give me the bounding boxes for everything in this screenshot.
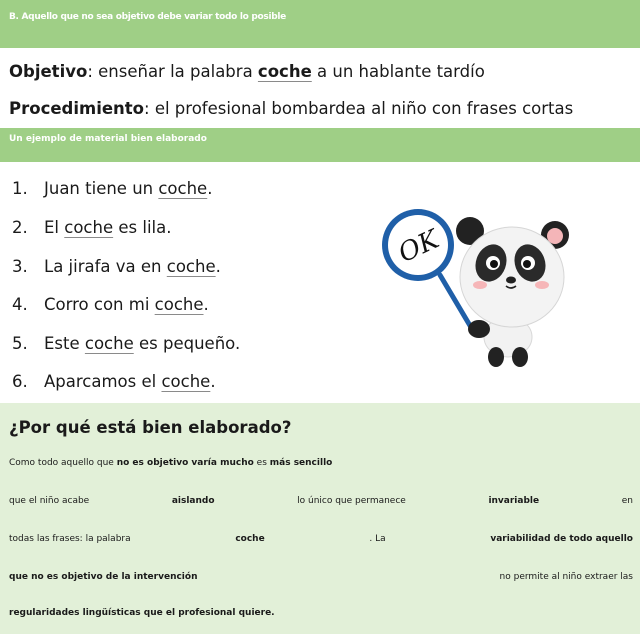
text-run: . La [369, 534, 386, 544]
objective-text-before: : enseñar la palabra [87, 62, 258, 81]
panda-leg [488, 347, 504, 367]
list-word: coche [64, 218, 114, 237]
objective-line [9, 62, 485, 81]
text-run: lo único que permanece [297, 496, 406, 506]
bold-run: regularidades lingüísticas que el profesional quiere. [9, 608, 275, 618]
bold-run: más sencillo [269, 458, 333, 468]
explanation-line [9, 496, 633, 506]
ok-sign-text: OK [394, 224, 444, 270]
list-text [44, 218, 171, 237]
list-text [44, 257, 221, 276]
list-text [44, 179, 212, 198]
panda-cheek [473, 281, 487, 289]
bold-run: que no es objetivo de la intervención [9, 572, 198, 582]
list-text [44, 334, 240, 353]
list-text-after: es lila. [113, 218, 172, 237]
explanation-line [9, 608, 633, 618]
list-text-before: Juan tiene un [44, 179, 159, 198]
list-text-before: Este [44, 334, 85, 353]
list-text-after: . [215, 257, 221, 276]
procedure-text: : el profesional bombardea al niño con frases cortas [144, 99, 574, 118]
list-text-before: El [44, 218, 65, 237]
procedure-line [9, 99, 573, 118]
list-text [44, 295, 209, 314]
explanation-title: ¿Por qué está bien elaborado? [9, 418, 292, 437]
list-text-after: es pequeño. [133, 334, 241, 353]
section-header: B. Aquello que no sea objetivo debe variar todo lo posible [0, 0, 640, 48]
list-number: 4. [12, 295, 28, 314]
bold-run: no es objetivo varía mucho [116, 458, 254, 468]
explanation-line [9, 458, 633, 468]
list-word: coche [161, 372, 211, 391]
panda-nose [506, 277, 516, 284]
panda-arm [468, 320, 490, 338]
text-run: no permite al niño extraer las [499, 572, 633, 582]
panda-pupil [490, 260, 498, 268]
list-text-before: La jirafa va en [44, 257, 167, 276]
bold-run: coche [235, 534, 265, 544]
list-text-before: Aparcamos el [44, 372, 162, 391]
list-number: 3. [12, 257, 28, 276]
list-word: coche [166, 257, 216, 276]
list-word: coche [84, 334, 134, 353]
explanation-panel [0, 403, 640, 634]
text-run: Como todo aquello que [9, 458, 117, 468]
objective-word: coche [257, 62, 312, 81]
text-run: es [253, 458, 270, 468]
explanation-line [9, 534, 633, 544]
objective-text-after: a un hablante tardío [311, 62, 485, 81]
example-subheader: Un ejemplo de material bien elaborado [0, 128, 640, 162]
list-number: 2. [12, 218, 28, 237]
list-text [44, 372, 216, 391]
panda-leg [512, 347, 528, 367]
procedure-label: Procedimiento [9, 99, 145, 118]
text-run [9, 458, 332, 468]
explanation-line [9, 572, 633, 582]
list-text-after: . [207, 179, 213, 198]
list-text-after: . [203, 295, 209, 314]
list-word: coche [154, 295, 204, 314]
list-word: coche [158, 179, 208, 198]
list-text-before: Corro con mi [44, 295, 155, 314]
panda-pupil [523, 260, 531, 268]
text-run: que el niño acabe [9, 496, 90, 506]
list-number: 5. [12, 334, 28, 353]
panda-cheek [535, 281, 549, 289]
list-number: 6. [12, 372, 28, 391]
list-text-after: . [210, 372, 216, 391]
bold-run: variabilidad de todo aquello [490, 534, 633, 544]
bold-run: invariable [488, 496, 540, 506]
text-run: todas las frases: la palabra [9, 534, 131, 544]
panda-illustration [380, 205, 580, 375]
objective-label: Objetivo [9, 62, 88, 81]
text-run: en [621, 496, 633, 506]
list-number: 1. [12, 179, 28, 198]
bold-run: aislando [171, 496, 215, 506]
